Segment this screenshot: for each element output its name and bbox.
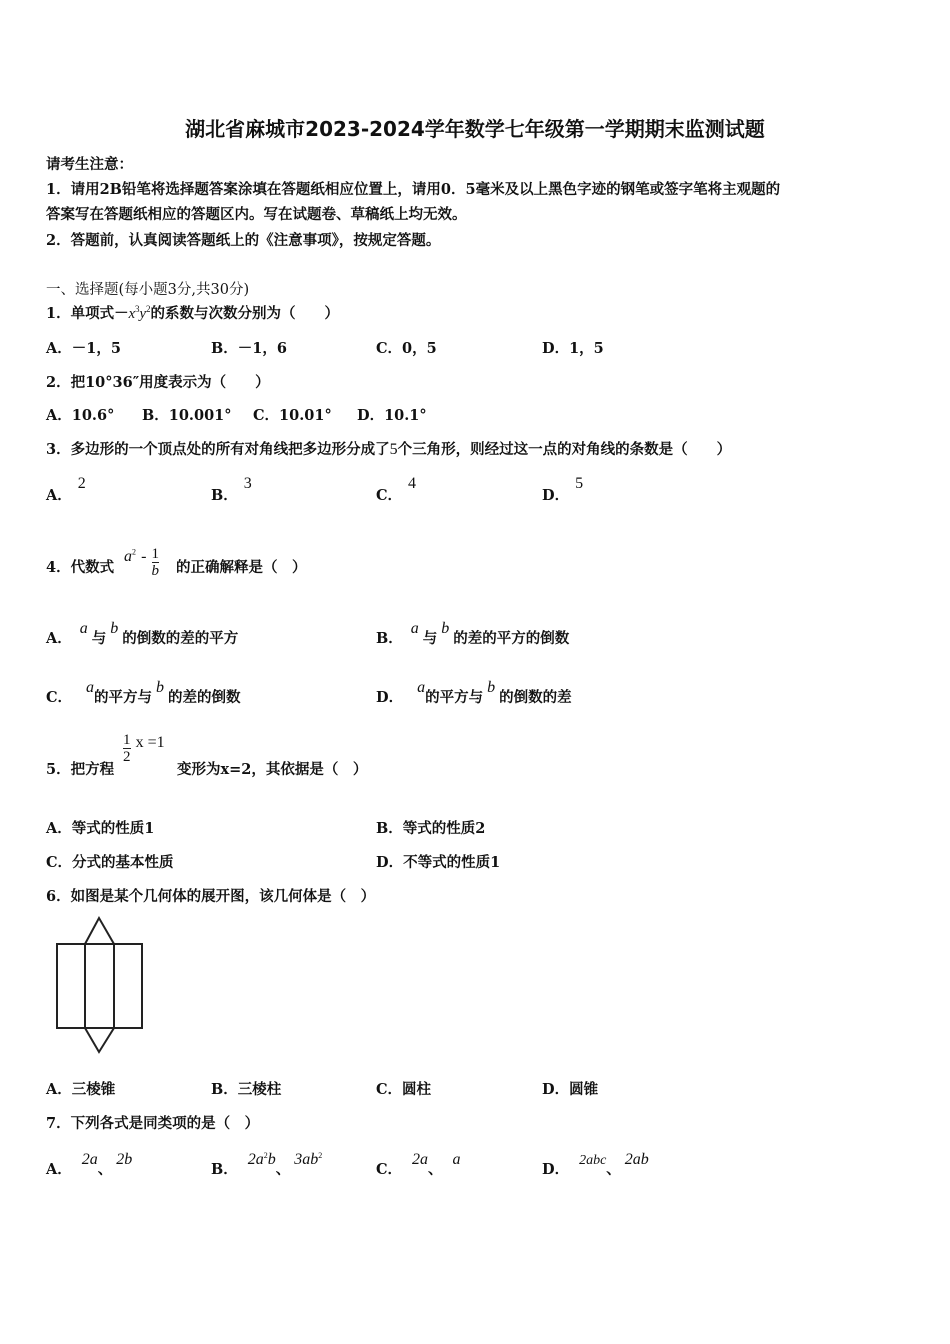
question-6: 6．如图是某个几何体的展开图，该几何体是（ ） — [46, 888, 376, 905]
q6-option-a[interactable]: A．三棱锥 — [46, 1081, 116, 1098]
q1-exp-y: 2 — [145, 304, 151, 315]
q3-option-d[interactable]: D．5 — [542, 475, 584, 504]
q4-fraction — [152, 546, 160, 579]
q3-value-b: 3 — [243, 475, 252, 492]
q2-option-c[interactable]: C．10.01° — [253, 407, 332, 424]
q3-value-c: 4 — [408, 475, 417, 492]
q1-option-a[interactable]: A．－1，5 — [46, 340, 121, 357]
q5-numerator: 1 — [123, 732, 131, 748]
q2-option-a[interactable]: A．10.6° — [46, 407, 115, 424]
q7-option-a[interactable]: A．2a、2b — [46, 1151, 133, 1178]
q5-suffix: 变形为x=2，其依据是（ ） — [177, 761, 368, 778]
q4-minus: - — [141, 548, 147, 565]
q5-equation — [123, 732, 165, 765]
q5-rest: x =1 — [135, 734, 165, 751]
q5-prefix: 5．把方程 — [46, 761, 115, 778]
notice-line-1: 1．请用2B铅笔将选择题答案涂填在答题纸相应位置上，请用0．5毫米及以上黑色字迹的钢笔或签字笔将主观题的 — [46, 181, 781, 198]
q4-option-a[interactable]: A．a与b的倒数的差的平方 — [46, 620, 239, 647]
q3-prefix: 3．多边形的一个顶点处的所有对角线把多边形分成了 — [46, 441, 390, 458]
q5-option-d[interactable]: D．不等式的性质1 — [376, 854, 501, 871]
question-7: 7．下列各式是同类项的是（ ） — [46, 1115, 260, 1132]
q4-option-b[interactable]: B．a与b的差的平方的倒数 — [376, 620, 570, 647]
prism-net-figure — [52, 915, 148, 1055]
q6-option-c[interactable]: C．圆柱 — [376, 1081, 432, 1098]
question-2: 2．把10°36″用度表示为（ ） — [46, 374, 270, 391]
q4-denominator: b — [151, 563, 160, 579]
q4-option-d[interactable]: D．a的平方与b的倒数的差 — [376, 679, 572, 706]
q1-option-c[interactable]: C．0，5 — [376, 340, 437, 357]
q1-option-b[interactable]: B．－1，6 — [211, 340, 287, 357]
q4-exp: 2 — [132, 547, 136, 557]
q1-var-y: y — [139, 306, 146, 322]
question-3 — [46, 438, 731, 459]
q5-option-c[interactable]: C．分式的基本性质 — [46, 854, 174, 871]
q3-option-a[interactable]: A．2 — [46, 475, 86, 504]
section-heading: 一、选择题(每小题3分,共30分) — [46, 282, 250, 298]
q6-option-d[interactable]: D．圆锥 — [542, 1081, 599, 1098]
q3-number: 5 — [389, 441, 398, 458]
q4-numerator: 1 — [151, 546, 160, 562]
notice-line-3: 2．答题前，认真阅读答题纸上的《注意事项》，按规定答题。 — [46, 232, 441, 249]
q4-option-c[interactable]: C．a的平方与b的差的倒数 — [46, 679, 241, 706]
q3-option-b[interactable]: B．3 — [211, 475, 252, 504]
q3-suffix: 个三角形，则经过这一点的对角线的条数是（ ） — [397, 441, 732, 458]
q2-option-b[interactable]: B．10.001° — [142, 407, 232, 424]
question-1 — [46, 302, 339, 323]
notice-heading: 请考生注意： — [46, 156, 133, 173]
net-outer-rect — [57, 944, 142, 1028]
q5-fraction — [123, 732, 131, 765]
q1-suffix: 的系数与次数分别为（ ） — [150, 305, 339, 322]
q7-option-b[interactable]: B．$2a^2b$、$3ab^2$ — [211, 1151, 323, 1178]
net-top-triangle — [85, 918, 114, 944]
notice-line-2: 答案写在答题纸相应的答题区内。写在试题卷、草稿纸上均无效。 — [46, 206, 467, 223]
q1-exp-x: 3 — [135, 304, 140, 315]
q4-prefix: 4．代数式 — [46, 559, 115, 576]
q6-option-b[interactable]: B．三棱柱 — [211, 1081, 282, 1098]
q3-value-d: 5 — [575, 475, 584, 492]
q5-denominator: 2 — [123, 749, 131, 765]
q3-value-a: 2 — [77, 475, 86, 492]
q4-suffix: 的正确解释是（ ） — [176, 559, 307, 576]
q3-option-c[interactable]: C．4 — [376, 475, 417, 504]
net-bottom-triangle — [85, 1028, 114, 1052]
q4-var-a: a — [124, 548, 132, 565]
q5-option-a[interactable]: A．等式的性质1 — [46, 820, 155, 837]
q4-expression — [124, 540, 160, 579]
q1-prefix: 1．单项式－ — [46, 305, 129, 322]
q2-option-d[interactable]: D．10.1° — [357, 407, 427, 424]
q7-option-d[interactable]: D．2abc、2ab — [542, 1151, 649, 1178]
page-title: 湖北省麻城市2023-2024学年数学七年级第一学期期末监测试题 — [185, 117, 765, 141]
q5-option-b[interactable]: B．等式的性质2 — [376, 820, 486, 837]
q7-option-c[interactable]: C．2a、a — [376, 1151, 461, 1178]
q1-var-x: x — [128, 306, 136, 322]
q1-option-d[interactable]: D．1，5 — [542, 340, 604, 357]
